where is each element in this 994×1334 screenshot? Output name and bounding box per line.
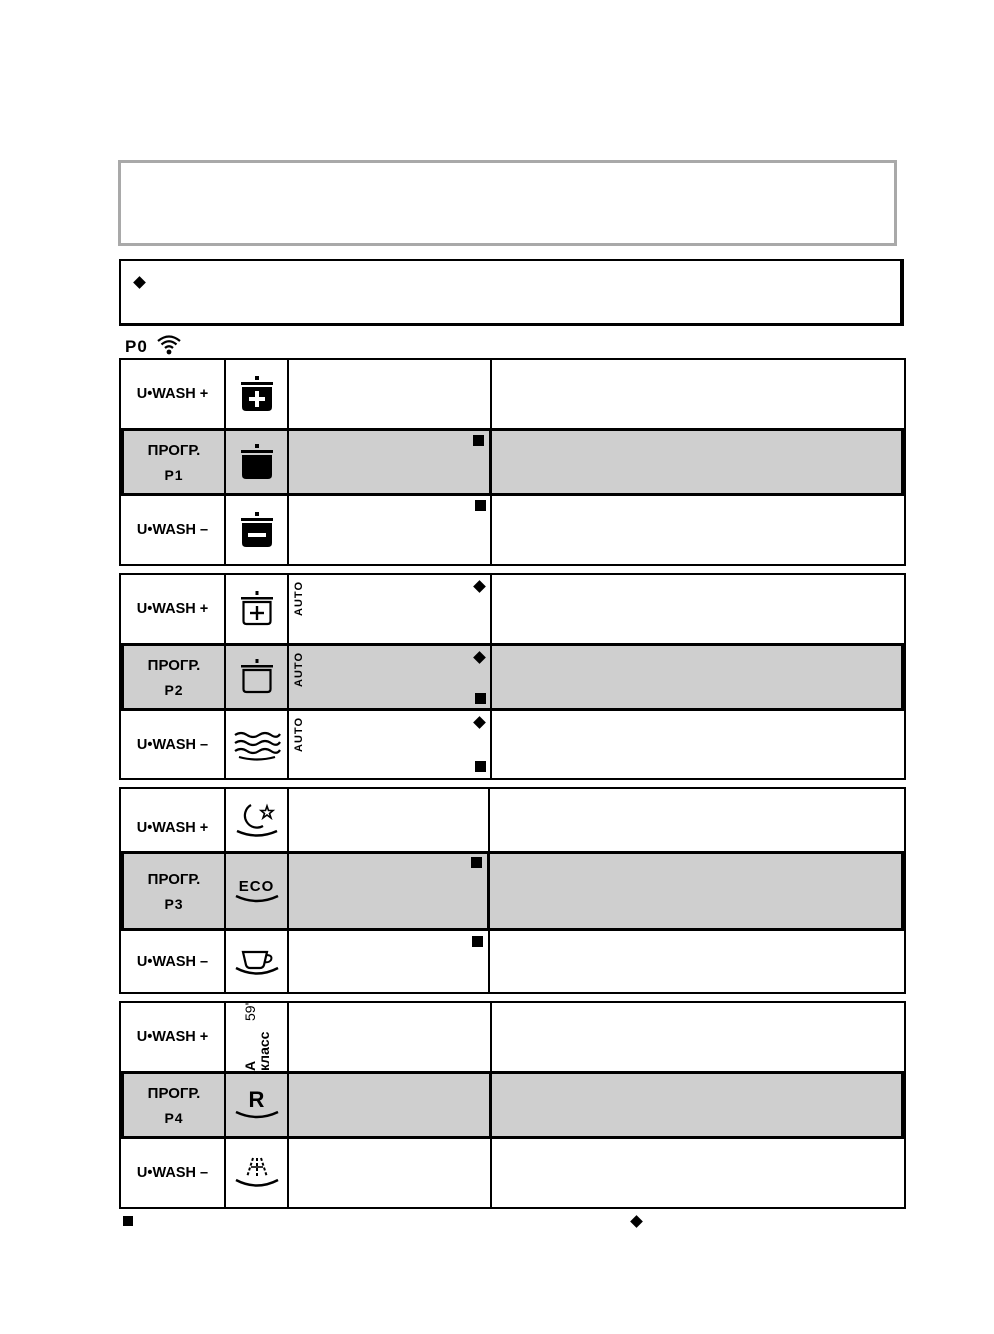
note-box-gray [118, 160, 897, 246]
note-box-black [119, 259, 904, 326]
row-description-cell [490, 931, 904, 993]
row-description-cell [490, 789, 904, 851]
legend-diamond-icon [630, 1215, 643, 1228]
program-group-p4 [119, 1001, 906, 1209]
row-info-cell [289, 1003, 492, 1071]
row-info-cell [289, 360, 492, 428]
row-description-cell [492, 496, 904, 564]
row-info-cell [289, 575, 492, 643]
program-row-p3-plus[interactable] [121, 789, 904, 851]
pot-outline-icon [226, 646, 289, 708]
wifi-icon [156, 333, 182, 355]
row-label: U•WASH – [121, 1139, 226, 1207]
square-marker-icon [475, 761, 486, 772]
diamond-marker-icon [473, 580, 486, 593]
cup-icon [226, 931, 289, 993]
square-marker-icon [471, 857, 482, 868]
program-row-p3[interactable] [121, 851, 904, 931]
diamond-marker-icon [473, 716, 486, 729]
row-info-cell [289, 496, 492, 564]
row-label-line2: P2 [164, 681, 184, 698]
diamond-marker-icon [473, 651, 486, 664]
row-label [124, 854, 226, 928]
row-info-cell [289, 1139, 492, 1207]
row-label: U•WASH + [121, 575, 226, 643]
pot-outline-plus-icon [226, 575, 289, 643]
rinse-icon [226, 1074, 289, 1136]
program-row-p4-minus[interactable] [121, 1139, 904, 1207]
program-row-p2-plus[interactable] [121, 575, 904, 643]
row-label: U•WASH – [121, 496, 226, 564]
row-label-line1: ПРОГР. [147, 870, 201, 888]
row-info-cell [289, 854, 490, 928]
row-description-cell [490, 854, 901, 928]
program-row-p3-minus[interactable] [121, 931, 904, 993]
program-row-p2[interactable] [121, 643, 904, 711]
row-description-cell [492, 431, 901, 493]
program-group-p3 [119, 787, 906, 994]
row-description-cell [492, 1074, 901, 1136]
square-marker-icon [472, 936, 483, 947]
square-marker-icon [473, 435, 484, 446]
a-class-text: A класс [241, 1031, 272, 1071]
pot-plus-icon [226, 360, 289, 428]
pot-filled-icon [226, 431, 289, 493]
program-row-p1[interactable] [121, 428, 904, 496]
row-info-cell [289, 1074, 492, 1136]
row-description-cell [492, 1003, 904, 1071]
row-label-line2: P4 [164, 1109, 184, 1126]
spray-icon [226, 1139, 289, 1207]
program-row-p1-plus[interactable] [121, 360, 904, 428]
auto-label: AUTO [293, 652, 305, 687]
a-class-icon [226, 1003, 289, 1071]
row-label: U•WASH + [121, 789, 226, 851]
diamond-marker-icon [133, 276, 146, 289]
row-description-cell [492, 1139, 904, 1207]
program-group-p2 [119, 573, 906, 780]
square-marker-icon [475, 500, 486, 511]
row-label: U•WASH + [121, 360, 226, 428]
program-row-p1-minus[interactable] [121, 496, 904, 564]
square-marker-icon [475, 693, 486, 704]
row-label: U•WASH – [121, 711, 226, 779]
row-label-line2: P3 [164, 895, 184, 912]
p0-label: P0 [125, 337, 148, 356]
program-row-p2-minus[interactable] [121, 711, 904, 779]
row-label-line1: ПРОГР. [147, 1084, 201, 1102]
row-info-cell [289, 931, 490, 993]
legend-square-icon [123, 1216, 133, 1226]
row-label [124, 431, 226, 493]
row-info-cell [289, 711, 492, 779]
program-group-p1 [119, 358, 906, 566]
row-label-line2: P1 [164, 466, 184, 483]
row-description-cell [492, 575, 904, 643]
eco-icon [226, 854, 289, 928]
program-row-p4[interactable] [121, 1071, 904, 1139]
a-class-time: 59' [241, 1003, 258, 1022]
row-label [124, 1074, 226, 1136]
row-description-cell [492, 711, 904, 779]
row-label: U•WASH – [121, 931, 226, 993]
rinse-icon-text: R [248, 1087, 265, 1112]
pot-minus-icon [226, 496, 289, 564]
row-label: U•WASH + [121, 1003, 226, 1071]
eco-icon-text: ECO [238, 877, 275, 895]
row-label [124, 646, 226, 708]
program-row-p4-plus[interactable] [121, 1003, 904, 1071]
row-info-cell [289, 431, 492, 493]
p0-header [125, 333, 182, 356]
night-icon [226, 789, 289, 851]
auto-label: AUTO [293, 717, 305, 752]
waves-icon [226, 711, 289, 779]
auto-label: AUTO [293, 581, 305, 616]
row-label-line1: ПРОГР. [147, 441, 201, 459]
row-label-line1: ПРОГР. [147, 656, 201, 674]
row-info-cell [289, 789, 490, 851]
row-description-cell [492, 360, 904, 428]
row-info-cell [289, 646, 492, 708]
row-description-cell [492, 646, 901, 708]
